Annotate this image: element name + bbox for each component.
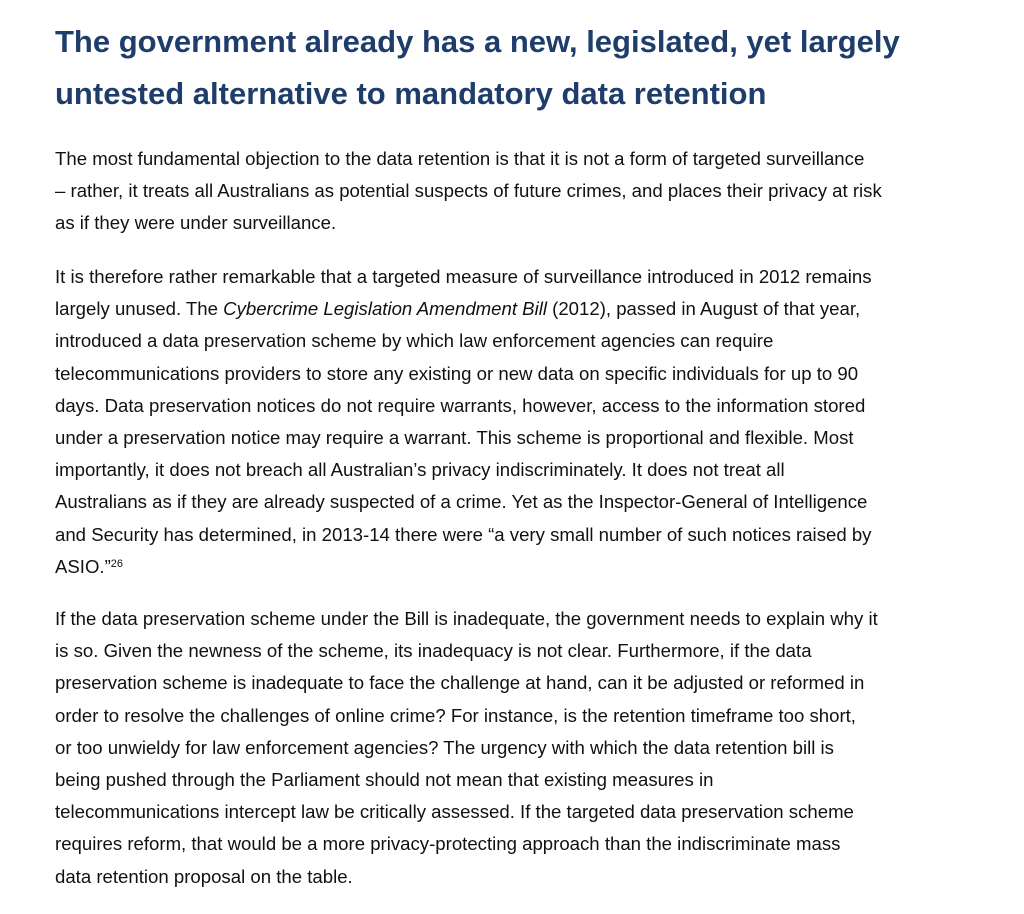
bill-title-italic: Cybercrime Legislation Amendment Bill [223,298,547,320]
paragraph-2-line: importantly, it does not breach all Australian’s privacy indiscriminately. It does not treat all [55,459,785,481]
paragraph-3-line: is so. Given the newness of the scheme, its inadequacy is not clear. Furthermore, if the data [55,640,812,662]
paragraph-3-line: If the data preservation scheme under the Bill is inadequate, the government needs to explain why it [55,608,878,629]
paragraph-2-text: (2012), passed in August of that year, [546,298,861,320]
paragraph-2-line [55,551,872,583]
paragraph-3-line: or too unwieldy for law enforcement agencies? The urgency with which the data retention bill is [55,736,834,758]
paragraph-1-line: The most fundamental objection to the data retention is that it is not a form of targeted surveillance [55,148,865,169]
paragraph-2-line [55,293,872,325]
paragraph-3-line: requires reform, that would be a more privacy-protecting approach than the indiscriminate mass [55,833,841,855]
paragraph-1-line: as if they were under surveillance. [55,212,337,234]
heading-line-1: The government already has a new, legislated, yet largely [55,24,900,59]
paragraph-2-line: Australians as if they are already suspected of a crime. Yet as the Inspector-General of Intelligence [55,491,868,513]
paragraph-3-line: telecommunications intercept law be critically assessed. If the targeted data preservation scheme [55,801,854,823]
paragraph-3-line: order to resolve the challenges of online crime? For instance, is the retention timeframe too short, [55,704,856,726]
paragraph-2-line: days. Data preservation notices do not require warrants, however, access to the information stored [55,394,866,416]
paragraph-2-line: under a preservation notice may require a warrant. This scheme is proportional and flexible. Most [55,426,854,448]
paragraph-3 [55,603,878,893]
paragraph-1 [55,143,882,240]
paragraph-2-line: It is therefore rather remarkable that a targeted measure of surveillance introduced in 2012 remains [55,266,872,287]
paragraph-2-text: largely unused. The [55,298,224,320]
paragraph-3-line: preservation scheme is inadequate to face the challenge at hand, can it be adjusted or reformed in [55,672,865,694]
heading-line-2: untested alternative to mandatory data retention [55,76,767,111]
paragraph-2-line: introduced a data preservation scheme by which law enforcement agencies can require [55,330,774,352]
paragraph-1-line: – rather, it treats all Australians as potential suspects of future crimes, and places their privacy at risk [55,180,882,202]
paragraph-2-line: telecommunications providers to store any existing or new data on specific individuals for up to 90 [55,362,859,384]
paragraph-3-line: data retention proposal on the table. [55,865,353,887]
paragraph-2-text: ASIO.” [55,555,111,577]
section-heading [55,16,995,120]
paragraph-2 [55,261,872,583]
paragraph-2-line: and Security has determined, in 2013-14 there were “a very small number of such notices raised by [55,523,872,545]
footnote-reference[interactable]: 26 [110,557,124,570]
paragraph-3-line: being pushed through the Parliament should not mean that existing measures in [55,768,714,790]
